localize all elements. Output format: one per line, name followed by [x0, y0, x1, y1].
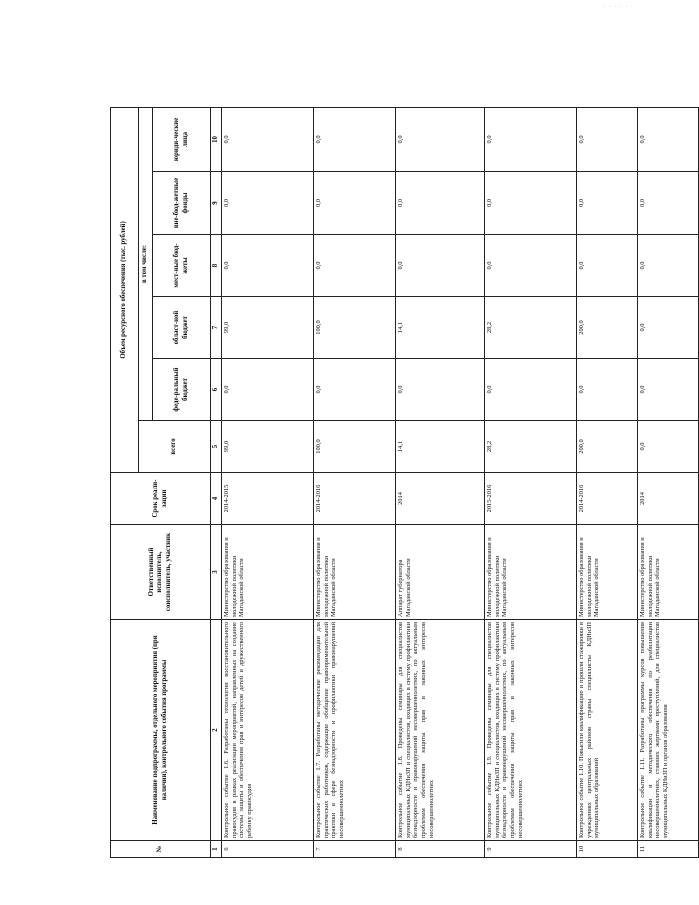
table-row: [638, 107, 699, 857]
cell-total: 28,2: [485, 421, 577, 473]
col-number: 6: [211, 359, 222, 421]
cell-executor: Министерство образования и молодежной политики Магаданской области: [222, 525, 314, 620]
header-executor: Ответственный исполнитель, соисполнитель, участник: [111, 525, 211, 620]
cell-no: 7: [314, 841, 396, 858]
cell-name: Контрольное событие 1.7. Разработаны методические рекомендации для практических работников, содержащие обобщение правоприменительной практики в сфере безнадзорности и профилактики правонарушений несовершеннолетних: [314, 620, 396, 841]
cell-executor: Министерство образования и молодежной политики Магаданской области: [314, 525, 396, 620]
cell-extra: 0,0: [314, 172, 396, 235]
cell-federal: 0,0: [314, 359, 396, 421]
col-number: 5: [211, 421, 222, 473]
cell-total: 0,0: [638, 421, 699, 473]
cell-no: 10: [577, 841, 638, 858]
col-number: 1: [211, 841, 222, 858]
cell-extra: 0,0: [638, 172, 699, 235]
cell-extra: 0,0: [396, 172, 485, 235]
cell-name: Контрольное событие 1.9. Проведены семинары для специалистов муниципальных КДНиЗП и специалистов, входящих в систему профилактики безнадзорности и правонарушений несовершеннолетних, по актуальным проблемам обеспечения защиты прав и законных интересов несовершеннолетних: [485, 620, 577, 841]
cell-legal: 0,0: [396, 107, 485, 171]
cell-no: 9: [485, 841, 577, 858]
cell-legal: 0,0: [577, 107, 638, 171]
cell-term: 2014-2016: [314, 473, 396, 525]
header-term: Срок реали-зации: [111, 473, 211, 525]
cell-name: Контрольное событие 1.8. Проведены семинары для специалистов муниципальных КДНиЗП и специалистов, входящих в систему профилактики безнадзорности и правонарушений несовершеннолетних, по актуальным проблемам обеспечения защиты прав и законных интересов несовершеннолетних: [396, 620, 485, 841]
cell-federal: 0,0: [222, 359, 314, 421]
cell-no: 8: [396, 841, 485, 858]
col-number: 2: [211, 620, 222, 841]
cell-executor: Министерство образования и молодежной политики Магаданской области: [485, 525, 577, 620]
cell-federal: 0,0: [638, 359, 699, 421]
cell-term: 2014-2015: [222, 473, 314, 525]
cell-legal: 0,0: [222, 107, 314, 171]
cell-regional: 14,1: [396, 297, 485, 359]
cell-no: 11: [638, 841, 699, 858]
cell-extra: 0,0: [577, 172, 638, 235]
col-number: 7: [211, 297, 222, 359]
cell-legal: 0,0: [314, 107, 396, 171]
header-volume: Объем ресурсного обеспечения (тыс. рублей): [111, 107, 139, 472]
cell-term: 2014-2016: [577, 473, 638, 525]
cell-federal: 0,0: [396, 359, 485, 421]
header-local: мест-ные бюд-жеты: [153, 235, 211, 297]
header-total: всего: [139, 421, 211, 473]
resource-table: [110, 107, 699, 858]
cell-local: 0,0: [222, 235, 314, 297]
cell-term: 2014: [396, 473, 485, 525]
header-no: №: [111, 841, 211, 858]
cell-executor: Министерство образования и молодежной политики Магаданской области: [638, 525, 699, 620]
col-number: 9: [211, 172, 222, 235]
cell-name: Контрольное событие 1.10. Повысили квалификацию и прошли стажировки в учреждениях центральных районов страны специалисты КДНиЗП муниципальных образований: [577, 620, 638, 841]
cell-name: Контрольное событие 1.11. Разработаны программы курсов повышения квалификации и методического обеспечения по реабилитации несовершеннолетних, ставших жертвами преступлений, для специалистов муниципальных КДНиЗП и органов образования: [638, 620, 699, 841]
cell-extra: 0,0: [222, 172, 314, 235]
table-row: [314, 107, 396, 857]
col-number: 10: [211, 107, 222, 171]
col-number: 4: [211, 473, 222, 525]
scan-mark: · · · · · ·: [603, 4, 634, 10]
cell-extra: 0,0: [485, 172, 577, 235]
col-number: 8: [211, 235, 222, 297]
cell-local: 0,0: [485, 235, 577, 297]
cell-regional: 100,0: [314, 297, 396, 359]
cell-term: 2015-2016: [485, 473, 577, 525]
cell-total: 200,0: [577, 421, 638, 473]
cell-local: 0,0: [396, 235, 485, 297]
cell-term: 2014: [638, 473, 699, 525]
col-number: 3: [211, 525, 222, 620]
table-row: [577, 107, 638, 857]
cell-legal: 0,0: [638, 107, 699, 171]
cell-federal: 0,0: [485, 359, 577, 421]
column-number-row: [211, 107, 222, 857]
cell-total: 100,0: [314, 421, 396, 473]
cell-federal: 0,0: [577, 359, 638, 421]
cell-executor: Аппарат губернатора Магаданской области: [396, 525, 485, 620]
table-row: [485, 107, 577, 857]
cell-name: Контрольное событие 1.6. Разработаны технологии восстановительного правосудия в рамках реализации мероприятий, направленных на создание системы защиты и обеспечения прав и интересов детей и дружественного ребенку правосудия: [222, 620, 314, 841]
header-incl: в том числе:: [139, 107, 153, 420]
cell-regional: 200,0: [577, 297, 638, 359]
cell-regional: 0,0: [638, 297, 699, 359]
table-row: [396, 107, 485, 857]
header-extra: вне-бюд-жетные фонды: [153, 172, 211, 235]
header-name: Наименование подпрограммы, отдельного мероприятия (при наличии), контрольного события программы: [111, 620, 211, 841]
cell-regional: 99,0: [222, 297, 314, 359]
cell-regional: 28,2: [485, 297, 577, 359]
cell-total: 99,0: [222, 421, 314, 473]
cell-local: 0,0: [577, 235, 638, 297]
cell-legal: 0,0: [485, 107, 577, 171]
header-federal: феде-ральный бюджет: [153, 359, 211, 421]
table-row: [222, 107, 314, 857]
rotated-table-container: [110, 108, 670, 858]
cell-executor: Министерство образования и молодежной политики Магаданской области: [577, 525, 638, 620]
cell-local: 0,0: [314, 235, 396, 297]
cell-total: 14,1: [396, 421, 485, 473]
cell-local: 0,0: [638, 235, 699, 297]
header-regional: област-ной бюджет: [153, 297, 211, 359]
header-legal: юриди-ческие лица: [153, 107, 211, 171]
cell-no: 6: [222, 841, 314, 858]
